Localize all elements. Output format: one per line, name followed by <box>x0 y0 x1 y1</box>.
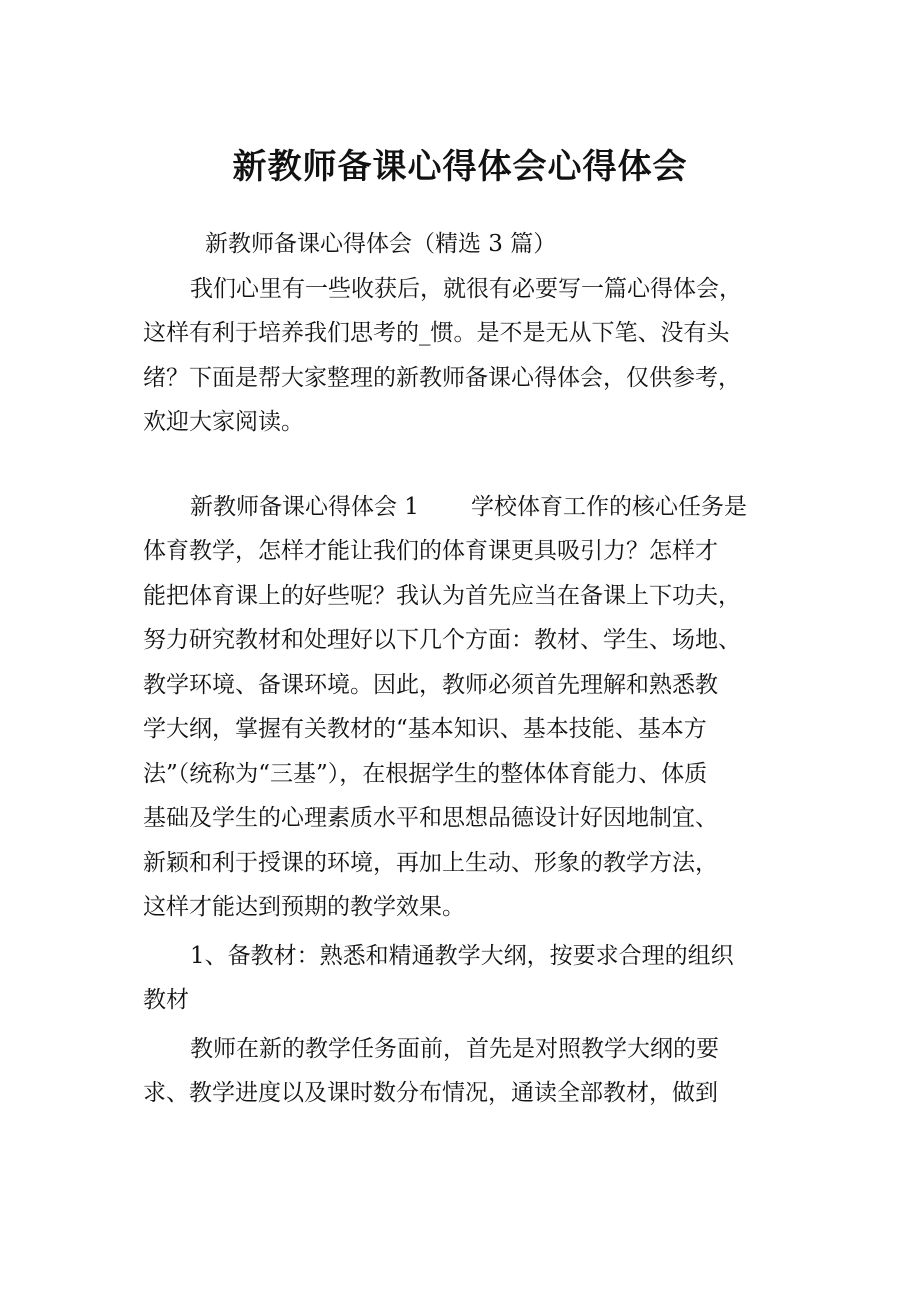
paragraph-line: 新颖和利于授课的环境，再加上生动、形象的教学方法， <box>143 849 718 876</box>
paragraph-line: 1、备教材：熟悉和精通教学大纲，按要求合理的组织 <box>190 942 734 969</box>
paragraph-line: 能把体育课上的好些呢？我认为首先应当在备课上下功夫， <box>143 582 741 609</box>
paragraph-line: 这样才能达到预期的教学效果。 <box>143 894 465 920</box>
paragraph-line: 求、教学进度以及课时数分布情况，通读全部教材，做到 <box>143 1080 718 1106</box>
document-body <box>143 222 783 1116</box>
intro-paragraph <box>143 267 783 445</box>
paragraph-line: 这样有利于培养我们思考的_惯。是不是无从下笔、没有头 <box>143 320 730 346</box>
paragraph-line: 体育教学，怎样才能让我们的体育课更具吸引力？怎样才 <box>143 538 718 564</box>
paragraph-line: 基础及学生的心理素质水平和思想品德设计好因地制宜、 <box>143 805 718 831</box>
paragraph-line: 努力研究教材和处理好以下几个方面：教材、学生、场地、 <box>143 627 741 653</box>
section-1-paragraph <box>143 485 783 930</box>
document-title: 新教师备课心得体会心得体会 <box>232 147 688 187</box>
paragraph-line: 我们心里有一些收获后，就很有必要写一篇心得体会， <box>190 275 742 302</box>
paragraph-text: 学校体育工作的核心任务是 <box>470 493 747 520</box>
paragraph-line: 教学环境、备课环境。因此，教师必须首先理解和熟悉教 <box>143 671 718 698</box>
paragraph-line: 学大纲，掌握有关教材的“基本知识、基本技能、基本方 <box>143 716 707 742</box>
document-subtitle: 新教师备课心得体会（精选 3 篇） <box>205 231 557 257</box>
section-1-heading: 新教师备课心得体会 1 <box>190 493 419 520</box>
paragraph-line: 法”（统称为“三基”），在根据学生的整体体育能力、体质 <box>143 760 708 787</box>
point-1-paragraph <box>143 934 783 1023</box>
section-1-first-line <box>143 485 783 530</box>
paragraph-line: 教师在新的教学任务面前，首先是对照教学大纲的要 <box>190 1035 719 1062</box>
paragraph-line: 教材 <box>143 987 189 1013</box>
paragraph-2 <box>143 1027 783 1116</box>
paragraph-line: 绪？下面是帮大家整理的新教师备课心得体会，仅供参考， <box>143 364 741 391</box>
paragraph-line: 欢迎大家阅读。 <box>143 409 304 435</box>
